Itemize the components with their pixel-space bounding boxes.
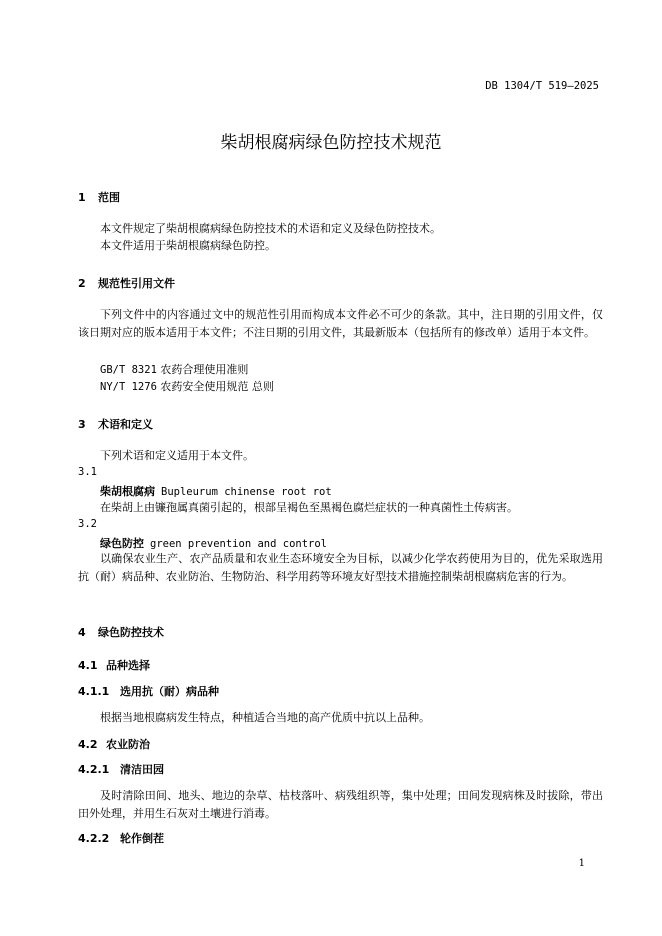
section-title: 规范性引用文件 (98, 277, 175, 290)
section-2-heading (78, 275, 175, 291)
section-3-heading (78, 416, 153, 432)
term-definition: 以确保农业生产、农产品质量和农业生态环境安全为目标，以减少化学农药使用为目的，优先采取选用抗（耐）病品种、农业防治、生物防治、科学用药等环境友好型技术措施控制柴胡根腐病危害的行为。 (78, 552, 603, 583)
subsection-number: 4.2.2 (78, 832, 110, 845)
subsection-title: 选用抗（耐）病品种 (120, 685, 219, 698)
reference-name: 农药合理使用准则 (160, 363, 249, 376)
subsection-4-1-heading (78, 657, 150, 673)
subsection-title: 品种选择 (106, 659, 150, 672)
section-title: 绿色防控技术 (98, 626, 164, 639)
variety-selection-paragraph: 根据当地根腐病发生特点，种植适合当地的高产优质中抗以上品种。 (100, 711, 430, 724)
field-sanitation-paragraph: 及时清除田间、地头、地边的杂草、枯枝落叶、病残组织等，集中处理；田间发现病株及时拔除，带出田外处理，并用生石灰对土壤进行消毒。 (78, 789, 603, 820)
section-number: 3 (78, 418, 86, 431)
subsection-title: 轮作倒茬 (120, 832, 164, 845)
subsection-number: 4.2 (78, 738, 98, 751)
term-number: 3.2 (78, 518, 97, 530)
term-entry (100, 535, 327, 551)
term-chinese: 绿色防控 (100, 537, 144, 550)
term-english: green prevention and control (150, 538, 328, 550)
subsection-4-2-1-heading (78, 761, 164, 777)
term-number: 3.1 (78, 466, 97, 478)
scope-paragraph-1: 本文件规定了柴胡根腐病绿色防控技术的术语和定义及绿色防控技术。 (100, 222, 441, 235)
term-chinese: 柴胡根腐病 (100, 485, 155, 498)
section-number: 4 (78, 626, 86, 639)
page-number: 1 (578, 858, 585, 869)
normative-references-paragraph: 下列文件中的内容通过文中的规范性引用而构成本文件必不可少的条款。其中，注日期的引用文件，仅该日期对应的版本适用于本文件；不注日期的引用文件，其最新版本（包括所有的修改单）适用于本文件。 (78, 308, 603, 339)
scope-paragraph-2: 本文件适用于柴胡根腐病绿色防控。 (100, 239, 276, 252)
term-entry (100, 483, 332, 499)
reference-code: GB/T 8321 (100, 364, 157, 376)
reference-code: NY/T 1276 (100, 381, 157, 393)
subsection-4-2-2-heading (78, 830, 164, 846)
subsection-title: 农业防治 (106, 738, 150, 751)
subsection-4-1-1-heading (78, 683, 219, 699)
term-definition: 在柴胡上由镰孢属真菌引起的，根部呈褐色至黑褐色腐烂症状的一种真菌性土传病害。 (100, 501, 518, 514)
section-number: 1 (78, 191, 86, 204)
standard-number: DB 1304/T 519—2025 (485, 80, 599, 92)
subsection-number: 4.2.1 (78, 763, 110, 776)
section-4-heading (78, 624, 164, 640)
reference-name: 农药安全使用规范 总则 (160, 380, 274, 393)
subsection-4-2-heading (78, 736, 150, 752)
term-english: Bupleurum chinense root rot (161, 486, 332, 498)
section-1-heading (78, 189, 120, 205)
subsection-title: 清洁田园 (120, 763, 164, 776)
section-title: 术语和定义 (98, 418, 153, 431)
subsection-number: 4.1 (78, 659, 98, 672)
section-title: 范围 (98, 191, 120, 204)
reference-item (100, 378, 274, 394)
subsection-number: 4.1.1 (78, 685, 110, 698)
reference-item (100, 361, 248, 377)
section-number: 2 (78, 277, 86, 290)
document-title: 柴胡根腐病绿色防控技术规范 (220, 133, 442, 153)
terms-intro: 下列术语和定义适用于本文件。 (100, 449, 254, 462)
